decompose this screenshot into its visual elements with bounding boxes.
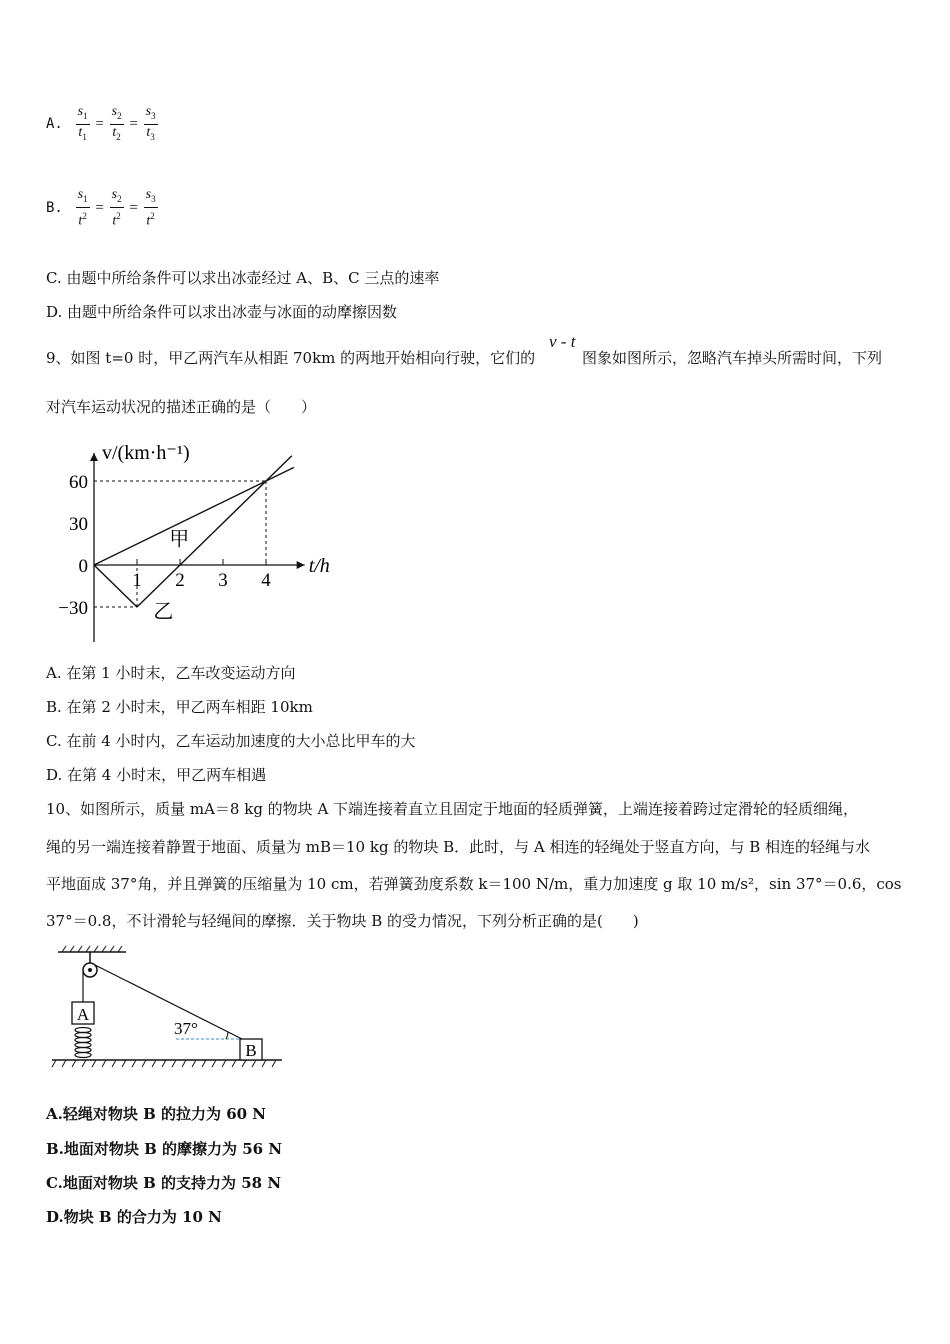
q10-option-b: B.地面对物块 B 的摩擦力为 56 N xyxy=(46,1140,283,1158)
q8-option-d: D. 由题中所给条件可以求出冰壶与冰面的动摩擦因数 xyxy=(46,303,398,321)
equals-sign: = xyxy=(129,116,138,133)
q10-option-d: D.物块 B 的合力为 10 N xyxy=(46,1208,222,1226)
q9-stem-line1 xyxy=(46,348,535,368)
block-b-label: B xyxy=(245,1041,257,1060)
q8-option-c: C. 由题中所给条件可以求出冰壶经过 A、B、C 三点的速率 xyxy=(46,269,440,287)
fraction: $\frac{s_3}{t_3}$ xyxy=(145,104,156,142)
q9-stem-line1b: 图象如图所示，忽略汽车掉头所需时间，下列 xyxy=(582,349,883,367)
q8-option-b xyxy=(46,187,158,229)
x-tick-label: 3 xyxy=(218,570,228,591)
rope-to-b xyxy=(95,965,242,1039)
x-tick-label: 1 xyxy=(132,570,142,591)
series-jia-label: 甲 xyxy=(169,528,190,551)
equals-sign: = xyxy=(95,116,104,133)
x-axis-label: t/h xyxy=(308,555,330,577)
q9-stem-line2: 对汽车运动状况的描述正确的是（ ） xyxy=(46,398,317,416)
y-axis-arrow xyxy=(90,453,98,461)
pulley-figure xyxy=(46,944,286,1074)
equals-sign: = xyxy=(129,200,138,217)
q10-stem-line2: 绳的另一端连接着静置于地面、质量为 mB＝10 kg 的物块 B．此时，与 A 相连的轻绳处于竖直方向，与 B 相连的轻绳与水 xyxy=(46,838,871,856)
equals-sign: = xyxy=(95,200,104,217)
q9-stem-part1: 9、如图 t=0 时，甲乙两汽车从相距 70km 的两地开始相向行驶，它们的 xyxy=(46,349,536,367)
q10-stem-line1: 10、如图所示，质量 mA＝8 kg 的物块 A 下端连接着直立且固定于地面的轻质弹簧，上端连接着跨过定滑轮的轻质细绳， xyxy=(46,800,859,818)
angle-arc xyxy=(226,1032,228,1039)
q10-option-a: A.轻绳对物块 B 的拉力为 60 N xyxy=(46,1105,267,1123)
y-tick-label: 0 xyxy=(78,556,88,577)
vt-chart xyxy=(40,430,350,650)
fraction: $\frac{s_2}{t_2}$ xyxy=(111,104,122,142)
y-tick-label: 60 xyxy=(69,472,88,493)
y-tick-label: −30 xyxy=(58,598,88,619)
series-yi-label: 乙 xyxy=(153,601,174,624)
fraction: $\frac{s_1}{t_1}$ xyxy=(77,104,88,142)
option-label: A. xyxy=(46,116,63,133)
q9-option-a: A. 在第 1 小时末，乙车改变运动方向 xyxy=(46,664,296,682)
fraction: $\frac{s_1}{t^2}$ xyxy=(77,187,88,229)
x-tick-label: 2 xyxy=(175,570,185,591)
q10-stem-line4: 37°＝0.8，不计滑轮与轻绳间的摩擦．关于物块 B 的受力情况，下列分析正确的是( ) xyxy=(46,912,639,930)
block-a-label: A xyxy=(76,1005,90,1024)
fraction: $\frac{s_3}{t^2}$ xyxy=(145,187,156,229)
q10-option-c: C.地面对物块 B 的支持力为 58 N xyxy=(46,1174,282,1192)
q10-stem-line3: 平地面成 37°角，并且弹簧的压缩量为 10 cm，若弹簧劲度系数 k＝100 N/m，重力加速度 g 取 10 m/s²，sin 37°＝0.6，cos xyxy=(46,875,902,893)
fraction: $\frac{s_2}{t^2}$ xyxy=(111,187,122,229)
q8-option-a xyxy=(46,104,158,145)
y-axis-label: v/(km·h⁻¹) xyxy=(102,442,190,464)
x-tick-label: 4 xyxy=(261,570,271,591)
angle-label: 37° xyxy=(174,1019,198,1038)
y-tick-label: 30 xyxy=(69,514,88,535)
q9-option-c: C. 在前 4 小时内，乙车运动加速度的大小总比甲车的大 xyxy=(46,732,416,750)
spring xyxy=(75,1028,91,1058)
q9-option-b: B. 在第 2 小时末，甲乙两车相距 10km xyxy=(46,698,313,716)
option-label: B. xyxy=(46,200,63,217)
x-axis-arrow xyxy=(297,561,305,569)
vt-symbol: v - t xyxy=(549,332,576,351)
series-jia-line xyxy=(94,467,294,565)
series-yi-segment-1 xyxy=(94,565,137,607)
q9-option-d: D. 在第 4 小时末，甲乙两车相遇 xyxy=(46,766,267,784)
